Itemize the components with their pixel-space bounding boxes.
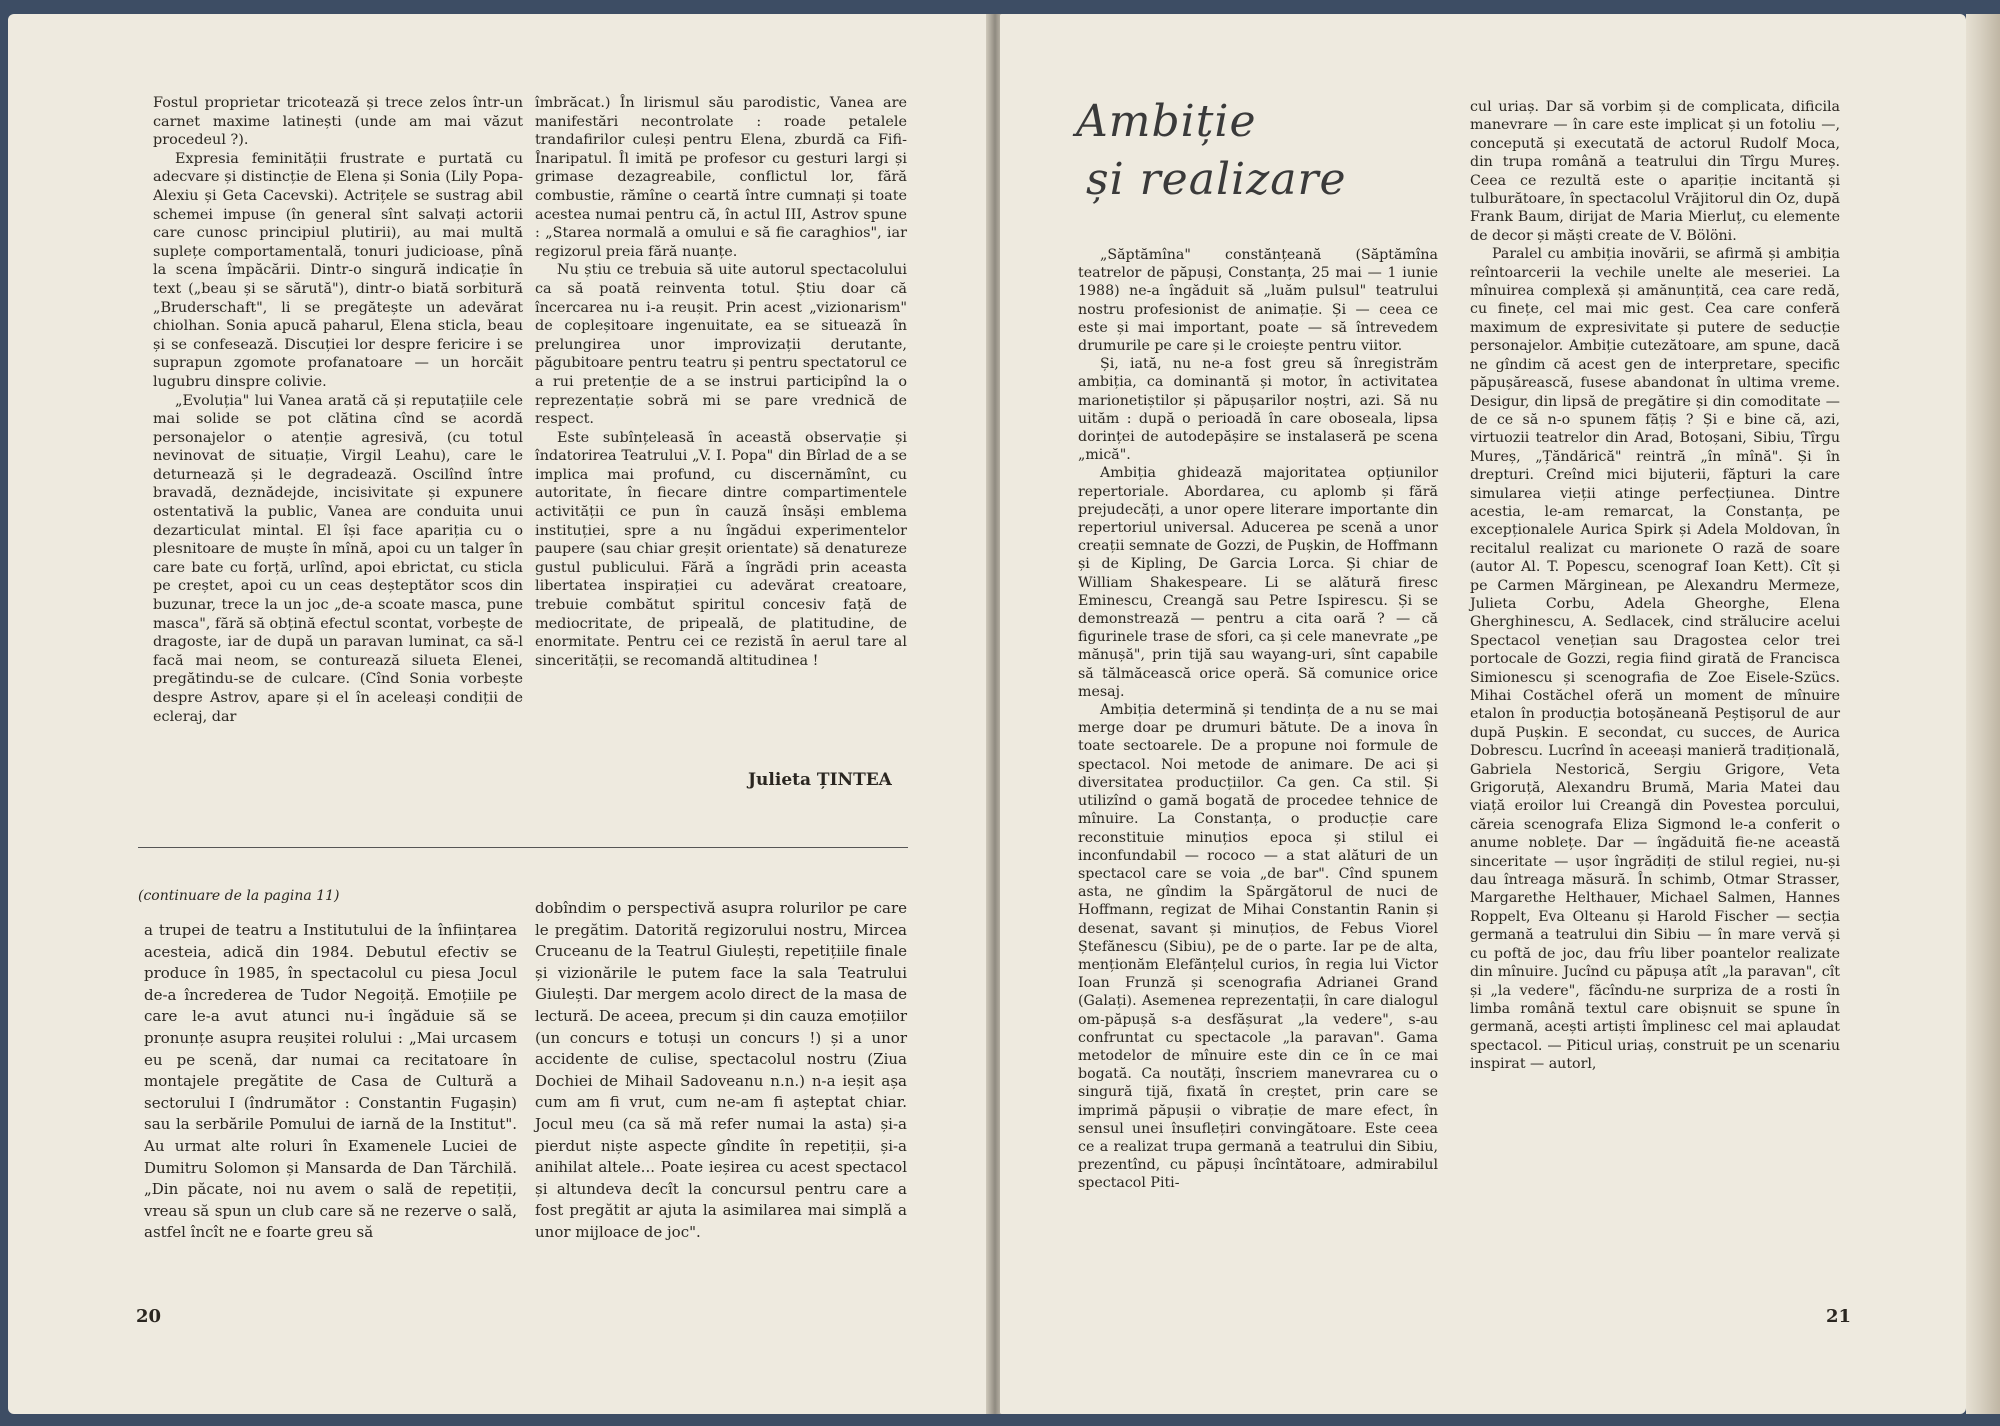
- article-title-line-1: Ambiție: [1076, 96, 1257, 147]
- author-signature: Julieta ȚINTEA: [748, 770, 892, 790]
- book-page-edges: [1966, 14, 2000, 1414]
- left-top-column-1: [153, 94, 523, 726]
- paragraph: Ambiția determină și tendința de a nu se mai merge doar pe drumuri bătute. De a inova în toate sectoarele. De a propune noi formule de spectacol. Noi metode de animare. De aci și diversitatea producțiilor. Ca gen. Ca stil. Și utilizînd o gamă bogată de procedee tehnice de mînuire. La Constanța, o producție care reconstituie minuțios epoca și stilul ei inconfundabil — rococo — a stat alături de un spectacol care se voia „de bar". Cînd spunem asta, ne gîndim la Spărgătorul de nuci de Hoffmann, regizat de Mihai Constantin Ranin și desenat, savant și minuțios, de Febus Viorel Ștefănescu (Sibiu), pe de o parte. Iar pe de alta, menționăm Elefănțelul curios, în regia lui Victor Ioan Frunză și scenografia Adrianei Grand (Galați). Asemenea reprezentații, în care dialogul om-păpușă s-a desfășurat „la vedere", s-au confruntat cu spectacole „la paravan". Gama metodelor de mînuire este din ce în ce mai bogată. Ca noutăți, înscriem manevrarea cu o singură tijă, fixată în creștet, prin care se imprimă păpușii o vibrație de mare efect, în sensul unei însuflețiri convingătoare. Este ceea ce a realizat trupa germană a teatrului din Sibiu, prezentînd, cu păpuși încîntătoare, admirabilul spectacol Piti-: [1078, 702, 1438, 1192]
- paragraph: Fostul proprietar tricotează și trece zelos într-un carnet maxime latinești (unde am mai văzut procedeul ?).: [153, 95, 523, 149]
- paragraph: Expresia feminității frustrate e purtată cu adecvare și distincție de Elena și Sonia (Lily Popa-Alexiu și Geta Cacevski). Actrițele se sustrag abil schemei impuse (în general sînt salvați actorii care cunosc principiul plutirii), au mai multă suplețe comportamentală, tonuri judicioase, pînă la scena împăcării. Dintr-o singură indicație în text („beau și se sărută"), dintr-o biată sorbitură „Bruderschaft", li se pregătește un adevărat chiolhan. Sonia apucă paharul, Elena sticla, beau și se confesează. Discuției lor despre fericire i se suprapun zgomote profanatoare — un horcăit lugubru dinspre colivie.: [153, 150, 523, 390]
- page-number: 21: [1826, 1306, 1852, 1327]
- paragraph: „Evoluția" lui Vanea arată că și reputațiile cele mai solide se pot clătina cînd se acordă personajelor o atenție agresivă, (cu totul nevinovat de situație, Virgil Leahu), care le deturnează și le degradează. Oscilînd între bravadă, deznădejde, incisivitate și expunere ostentativă la public, Vanea are conduita unui dezarticulat mintal. El își face apariția cu o plesnitoare de muște în mînă, apoi cu un talger în care bate cu forță, urlînd, apoi ebrictat, cu sticla pe creștet, apoi cu un ceas deșteptător scos din buzunar, trece la un joc „de-a scoate masca, pune masca", fără să obțină efectul scontat, vorbește de dragoste, iar de după un paravan luminat, ca să-l facă mai neom, se conturează silueta Elenei, pregătindu-se de culcare. (Cînd Sonia vorbește despre Astrov, apare și el în aceleași condiții de eclerај, dar: [153, 392, 523, 725]
- left-top-column-2: [535, 94, 907, 670]
- paragraph: Paralel cu ambiția inovării, se afirmă și ambiția reîntoarcerii la vechile unelte ale meseriei. La mînuirea complexă și amănunțită, cea care redă, cu finețe, cel mai mic gest. Cea care conferă maximum de expresivitate și putere de seducție personajelor. Ambiție cutezătoare, am spune, dacă ne gîndim că acest gen de interpretare, specific păpușărească, fusese abandonat în ultima vreme. Desigur, din lipsă de pregătire și din comoditate — de ce să n-o spunem fățiș ? Și e bine că, azi, virtuozii teatrelor din Arad, Botoșani, Sibiu, Tîrgu Mureș, „Țăndărică" reintră „în mînă". Și în drepturi. Creînd mici bijuterii, făpturi la care simularea vieții atinge perfecțiunea. Dintre acestia, le-am remarcat, la Constanța, pe excepționalele Aurica Spirk și Adela Moldovan, în recitalul realizat cu marionete O rază de soare (autor Al. T. Popescu, scenograf Ioan Kett). Cît și pe Carmen Mărginean, pe Alexandru Mermeze, Julieta Corbu, Adela Gheorghe, Elena Gherghinescu, A. Sedlacek, cind strălucire acelui Spectacol venețian sau Dragostea celor trei portocale de Gozzi, regia fiind girată de Francisca Simionescu și scenografia de Zoe Eisele-Szücs. Mihai Costăchel oferă un moment de mînuire etalon în producția botoșăneană Peștișorul de aur după Pușkin. E secondat, cu succes, de Aurica Dobrescu. Lucrînd în aceeași manieră tradițională, Gabriela Nestorică, Sergiu Grigore, Veta Grigoruță, Alexandru Brumă, Maria Matei dau viață eroilor lui Creangă din Povestea porcului, căreia scenografa Eliza Sigmond le-a conferit o anume noblețe. Dar — îngăduită fie-ne această sinceritate — ușor îngrădiți de stilul regiei, nu-și dau întreaga măsură. În schimb, Otmar Strasser, Margarethe Helthauer, Michael Salmen, Hannes Roppelt, Eva Olteanu și Harold Fischer — secția germană a teatrului din Sibiu — în mare vervă și cu poftă de joc, dau frîu liber poantelor realizate din mînuire. Jucînd cu păpușa atît „la paravan", cît și „la vedere", făcîndu-ne surpriza de a rosti în limba română textul care obișnuit se spune în germană, acești artiști împlinesc cel mai aplaudat spectacol. — Piticul uriaș, construit pe un scenariu inspirat — autorl,: [1470, 246, 1840, 1073]
- paragraph: Nu știu ce trebuia să uite autorul spectacolului ca să poată reinventa totul. Știu doar că încercarea nu i-a reușit. Prin acest „vizionarism" de copleșitoare ingenuitate, ea se situează în prelungirea unor improvizații derutante, păgubitoare pentru teatru și pentru spectatorul ce a rui pretenție de a se instrui participînd la o reprezentație sobră mi se pare vrednică de respect.: [535, 262, 907, 428]
- paragraph: a trupei de teatru a Institutului de la înființarea acesteia, adică din 1984. Debutul efectiv se produce în 1985, în spectacolul cu piesa Jocul de-a încrederea de Tudor Negoiță. Emoțiile pe care le-a avut atunci nu-i îngăduie să se pronunțe asupra reușitei rolului : „Mai urcasem eu pe scenă, dar numai ca recitatoare în montajele pregătite de Casa de Cultură a sectorului I (îndrumător : Constantin Fugașin) sau la serbările Pomului de iarnă de la Institut". Au urmat alte roluri în Examenele Luciei de Dumitru Solomon și Mansarda de Dan Tărchilă. „Din păcate, noi nu avem o sală de repetiții, vreau să spun un club care să ne rezerve o sală, astfel încît ne e foarte greu să: [144, 921, 517, 1242]
- paragraph: dobîndim o perspectivă asupra rolurilor pe care le pregătim. Datorită regizorului nostru, Mircea Cruceanu de la Teatrul Giulești, repetițiile finale și vizionările le putem face la sala Teatrului Giulești. Dar mergem acolo direct de la masa de lectură. De aceea, precum și din cauza emoțiilor (un concurs e totuși un concurs !) și a unor accidente de culise, spectacolul nostru (Ziua Dochiei de Mihail Sadoveanu n.n.) n-a ieșit așa cum am fi vrut, cum ne-am fi așteptat chiar. Jocul meu (ca să mă refer numai la asta) și-a pierdut niște aspecte gîndite în repetiții, și-a anihilat altele... Poate ieșirea cu acest spectacol și altundeva decît la concursul pentru care a fost pregătit ar ajuta la asimilarea mai simplă a unor mijloace de joc".: [535, 899, 907, 1241]
- paragraph: Și, iată, nu ne-a fost greu să înregistrăm ambiția, ca dominantă și motor, în activitatea marionetiștilor și păpușarilor noștri, azi. Să nu uităm : după o perioadă în care oboseala, lipsa dorinței de autodepășire se instalaseră pe scena „mică".: [1078, 356, 1438, 464]
- section-divider: [138, 847, 908, 848]
- left-bottom-column-1: [144, 920, 517, 1244]
- paragraph: Este subînțeleasă în această observație și îndatorirea Teatrului „V. I. Popa" din Bîrlad de a se implica mai profund, cu discernămînt, cu autoritate, în fiecare dintre compartimentele activității ce pun în cauză însăși emblema instituției, spre a nu îngădui experimentelor paupere (sau chiar greșit orientate) să denatureze gustul publicului. Fără a îngrădi prin aceasta libertatea inspirației cu adevărat creatoare, trebuie combătut spiritul concesiv față de mediocritate, de pripeală, de platitudine, de enormitate. Pentru cei ce rezistă în aerul tare al sincerității, se recomandă altitudinea !: [535, 429, 907, 669]
- page-number: 20: [136, 1306, 162, 1327]
- paragraph: Ambiția ghidează majoritatea opțiunilor repertoriale. Abordarea, cu aplomb și fără prejudecăți, a unor opere literare importante din repertoriul universal. Aducerea pe scenă a unor creații semnate de Gozzi, de Pușkin, de Hoffmann și de Kipling, De Garcia Lorca. Și chiar de William Shakespeare. Li se alătură firesc Eminescu, Creangă sau Petre Ispirescu. Și se demonstrează — pentru a cita oară ? — că figurinele trase de sfori, ca și cele manevrate „pe mănușă", prin tijă sau wayang-uri, sînt capabile să tălmăcească orice operă. Să comunice orice mesaj.: [1078, 465, 1438, 700]
- right-column-1: [1078, 246, 1438, 1193]
- right-column-2: [1470, 98, 1840, 1074]
- article-title-line-2: și realizare: [1086, 154, 1347, 205]
- paragraph: cul uriaș. Dar să vorbim și de complicata, dificila manevrare — în care este implicat și un fotoliu —, concepută și executată de actorul Rudolf Moca, din trupa română a teatrului din Tîrgu Mureș. Ceea ce rezultă este o apariție incitantă și tulburătoare, în spectacolul Vrăjitorul din Oz, după Frank Baum, dirijat de Maria Mierluț, cu elemente de decor și măști create de V. Bölöni.: [1470, 99, 1840, 244]
- paragraph: „Săptămîna" constănțeană (Săptămîna teatrelor de păpuși, Constanța, 25 mai — 1 iunie 1988) ne-a îngăduit să „luăm pulsul" teatrului nostru profesionist de animație. Și — ceea ce este și mai important, poate — să întrevedem drumurile pe care și le croiește pentru viitor.: [1078, 247, 1438, 355]
- left-page: [8, 14, 990, 1414]
- paragraph: îmbrăcat.) În lirismul său parodistic, Vanea are manifestări necontrolate : roade petalele trandafirilor culeși pentru Elena, zburdă ca Fifi-Înaripatul. Îl imită pe profesor cu gesturi largi și grimase dezagreabile, conflictul lor, fără combustie, rămîne o ceartă între cumnați și toate acestea numai pentru că, în actul III, Astrov spune : „Starea normală a omului e să fie caraghios", iar regizorul preia fără nuanțe.: [535, 95, 907, 260]
- right-page: [1000, 14, 1966, 1414]
- continuation-note: (continuare de la pagina 11): [138, 888, 340, 904]
- left-bottom-column-2: [535, 898, 907, 1244]
